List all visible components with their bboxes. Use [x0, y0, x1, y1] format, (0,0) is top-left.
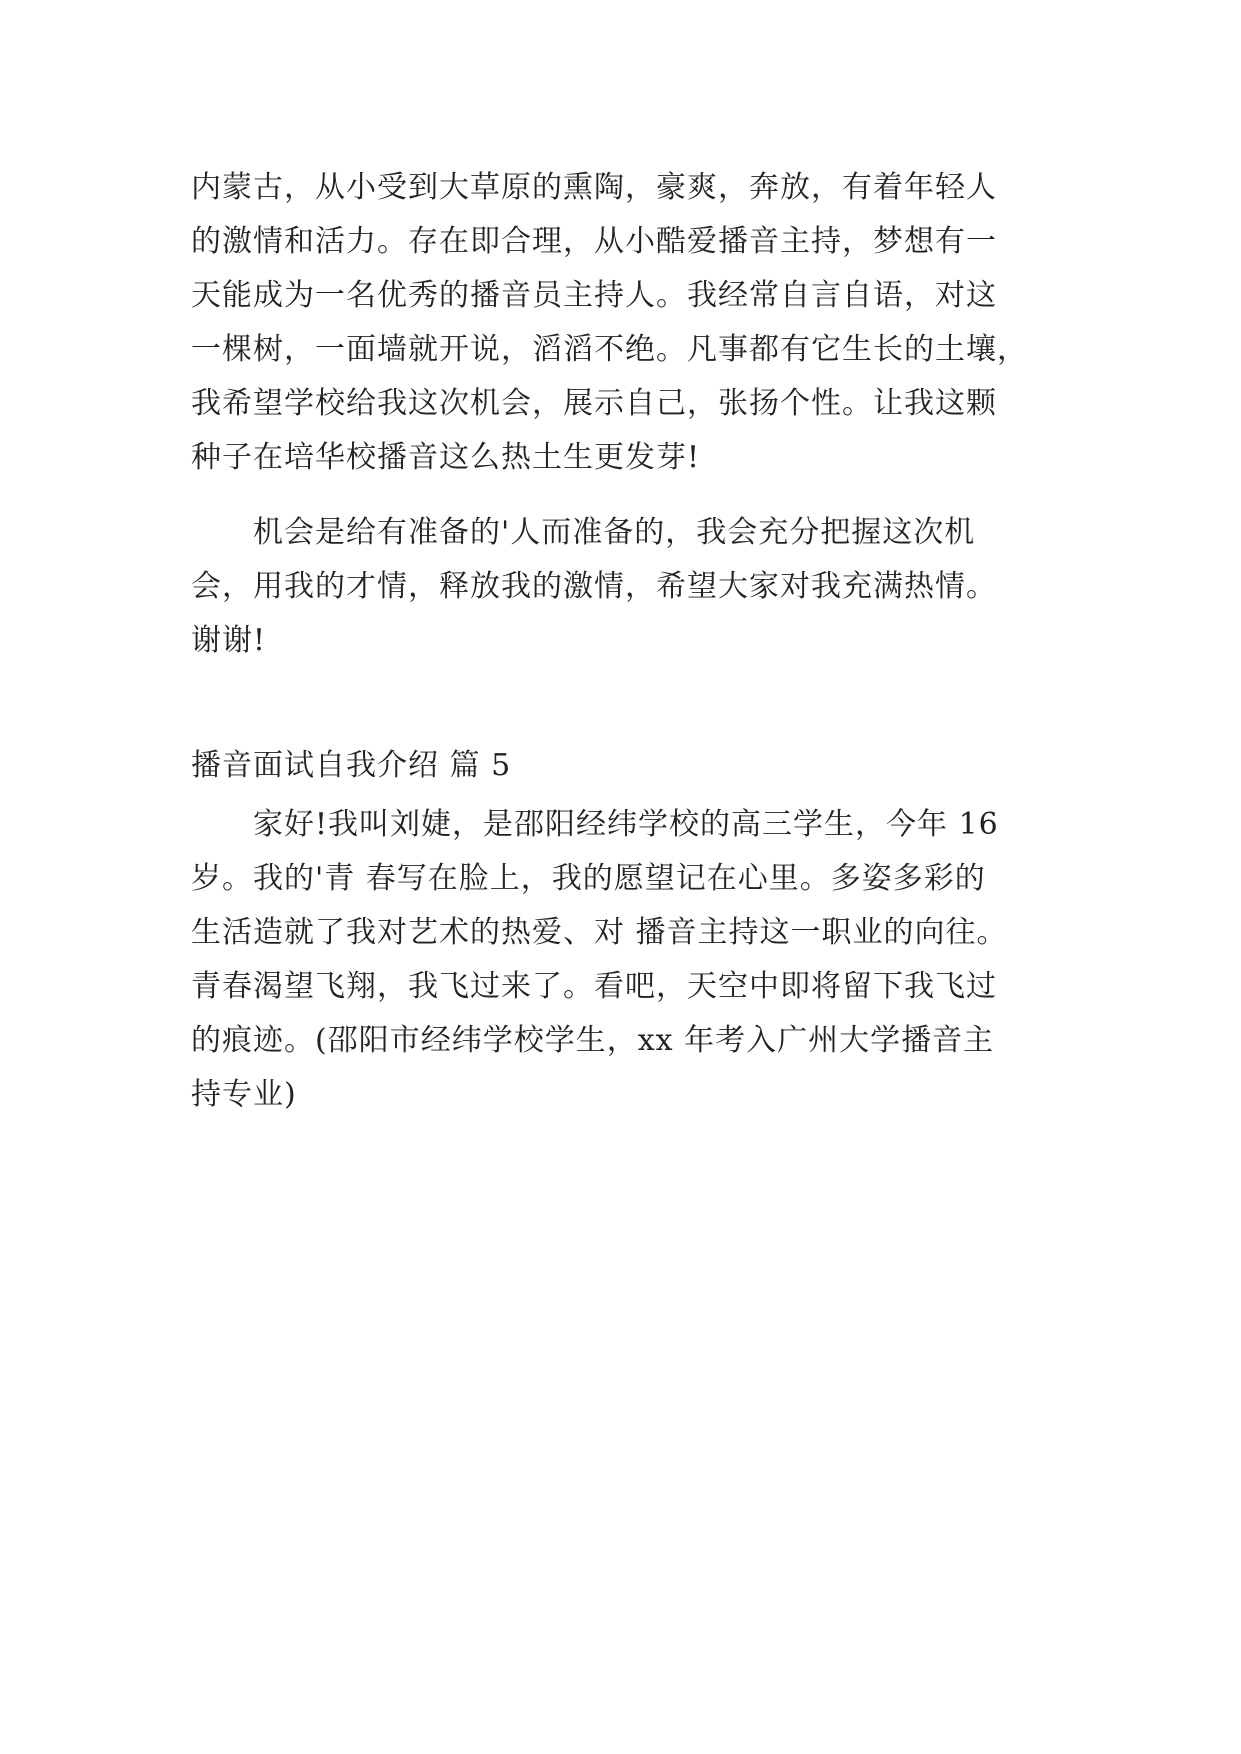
paragraph-line: 生活造就了我对艺术的热爱、对 播音主持这一职业的向往。: [191, 915, 1008, 950]
paragraph-line: 谢谢!: [191, 623, 267, 658]
paragraph-line: 的痕迹。(邵阳市经纬学校学生，xx 年考入广州大学播音主: [191, 1023, 995, 1058]
paragraph-line: 会，用我的才情，释放我的激情，希望大家对我充满热情。: [191, 569, 997, 604]
paragraph-line: 的激情和活力。存在即合理，从小酷爱播音主持，梦想有一: [191, 224, 997, 259]
paragraph-line: 家好!我叫刘婕，是邵阳经纬学校的高三学生，今年 16: [253, 807, 999, 842]
paragraph-line: 种子在培华校播音这么热土生更发芽!: [191, 440, 701, 475]
paragraph-line: 我希望学校给我这次机会，展示自己，张扬个性。让我这颗: [191, 386, 997, 421]
paragraph-line: 一棵树，一面墙就开说，滔滔不绝。凡事都有它生长的土壤，: [191, 332, 1028, 367]
paragraph-line: 内蒙古，从小受到大草原的熏陶，豪爽，奔放，有着年轻人: [191, 170, 997, 205]
paragraph-line: 岁。我的'青 春写在脸上，我的愿望记在心里。多姿多彩的: [191, 861, 986, 896]
paragraph-line: 青春渴望飞翔，我飞过来了。看吧，天空中即将留下我飞过: [191, 969, 997, 1004]
paragraph-line: 持专业): [191, 1077, 297, 1112]
paragraph-line: 机会是给有准备的'人而准备的，我会充分把握这次机: [253, 515, 976, 550]
section-heading: 播音面试自我介绍 篇 5: [191, 748, 512, 783]
paragraph-line: 天能成为一名优秀的播音员主持人。我经常自言自语，对这: [191, 278, 997, 313]
